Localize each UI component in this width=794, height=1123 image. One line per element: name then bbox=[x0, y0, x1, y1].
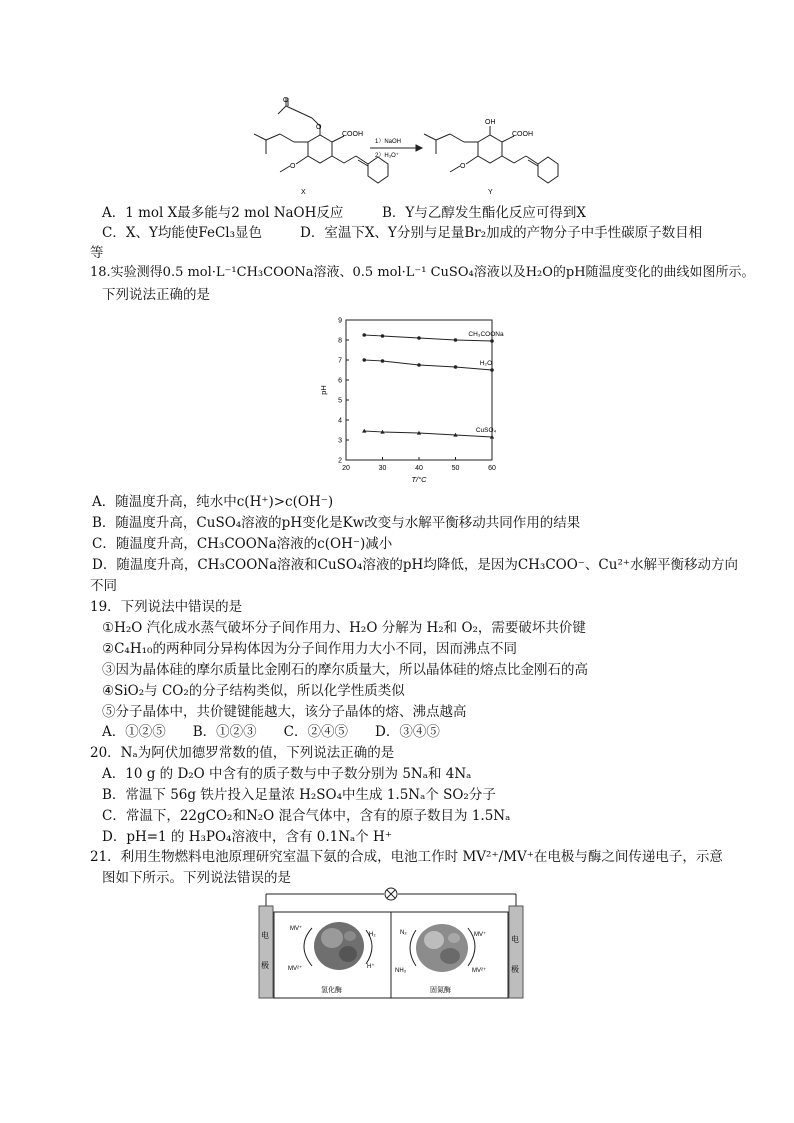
data-point bbox=[381, 359, 385, 363]
x-tick-label: 60 bbox=[488, 465, 496, 472]
y-tick-label: 5 bbox=[338, 397, 342, 405]
left-electrode-label-1: 电 bbox=[261, 931, 269, 940]
data-point bbox=[362, 358, 366, 362]
q18-option-b: B．随温度升高，CuSO₄溶液的pH变化是Kw改变与水解平衡移动共同作用的结果 bbox=[92, 515, 581, 531]
q19-statement-2: ②C₄H₁₀的两种同分异构体因为分子间作用力大小不同，因而沸点不同 bbox=[102, 641, 517, 657]
data-point bbox=[417, 336, 421, 340]
x-tick-label: 50 bbox=[451, 465, 460, 472]
q19-statement-5: ⑤分子晶体中，共价键键能越大，该分子晶体的熔、沸点越高 bbox=[102, 704, 467, 720]
q17-option-d-cont: 等 bbox=[90, 245, 104, 261]
series-label-0: CH₃COONa bbox=[468, 331, 504, 338]
q18-option-d-cont: 不同 bbox=[90, 578, 117, 594]
y-tick-label: 2 bbox=[338, 457, 342, 465]
hplus-label: H⁺ bbox=[367, 964, 375, 970]
y-axis-label: pH bbox=[319, 385, 328, 395]
q17-option-c: C．X、Y均能使FeCl₃显色 bbox=[102, 225, 263, 241]
fuel-cell-diagram bbox=[254, 886, 536, 1002]
mv-2plus-right: MV²⁺ bbox=[472, 968, 487, 974]
x-tick-label: 40 bbox=[415, 465, 423, 472]
right-electrode bbox=[509, 906, 523, 998]
q17-cooh-y: COOH bbox=[512, 131, 533, 138]
enzyme-right-label: 固氮酶 bbox=[430, 987, 451, 994]
right-electrode-label-1: 电 bbox=[511, 935, 519, 944]
series-label-1: H₂O bbox=[479, 360, 493, 367]
data-point bbox=[454, 365, 458, 369]
data-point bbox=[362, 333, 366, 337]
q21-stem-2: 图如下所示。下列说法错误的是 bbox=[102, 870, 291, 886]
q19-stem: 19．下列说法中错误的是 bbox=[90, 599, 243, 615]
data-point bbox=[490, 368, 494, 372]
nitrogenase-icon bbox=[416, 924, 468, 972]
y-tick-label: 6 bbox=[338, 377, 342, 385]
q20-option-a: A．10 g 的 D₂O 中含有的质子数与中子数分别为 5Nₐ和 4Nₐ bbox=[102, 766, 472, 782]
q20-option-c: C．常温下，22gCO₂和N₂O 混合气体中，含有的原子数目为 1.5Nₐ bbox=[102, 808, 511, 824]
q17-reaction-scheme bbox=[230, 96, 570, 200]
data-point bbox=[417, 363, 421, 367]
q17-cooh-x: COOH bbox=[342, 131, 363, 138]
q17-option-d: D．室温下X、Y分别与足量Br₂加成的产物分子中手性碳原子数目相 bbox=[300, 225, 703, 241]
y-tick-label: 3 bbox=[338, 437, 342, 445]
plot-frame bbox=[346, 320, 492, 460]
y-tick-label: 9 bbox=[338, 317, 342, 325]
ph-temperature-chart bbox=[312, 312, 522, 488]
n2-label: N₂ bbox=[400, 930, 407, 936]
q17-arrow-step1: 1）NaOH bbox=[375, 139, 402, 145]
q17-oh-y: OH bbox=[485, 119, 496, 126]
q17-carbonyl-o: O bbox=[283, 97, 289, 104]
x-tick-label: 30 bbox=[378, 465, 387, 472]
data-point bbox=[490, 339, 494, 343]
y-tick-label: 7 bbox=[338, 357, 342, 365]
q17-label-y: Y bbox=[488, 189, 493, 196]
left-electrode bbox=[259, 906, 273, 998]
right-electrode-label-2: 极 bbox=[511, 965, 519, 974]
q19-options: A．①②⑤ B．①②③ C．②④⑤ D．③④⑤ bbox=[102, 724, 440, 740]
q19-statement-4: ④SiO₂与 CO₂的分子结构类似，所以化学性质类似 bbox=[102, 683, 405, 699]
mv-plus-right: MV⁺ bbox=[474, 932, 487, 938]
q20-stem: 20．Nₐ为阿伏加德罗常数的值，下列说法正确的是 bbox=[90, 745, 395, 761]
data-point bbox=[454, 338, 458, 342]
mv-plus-left: MV⁺ bbox=[290, 926, 303, 932]
q17-methoxy-o-x: O bbox=[290, 163, 296, 170]
data-point bbox=[381, 334, 385, 338]
enzyme-left-label: 氢化酶 bbox=[321, 987, 342, 994]
q19-statement-1: ①H₂O 汽化成水蒸气破坏分子间作用力、H₂O 分解为 H₂和 O₂，需要破坏共价键 bbox=[102, 620, 586, 636]
q17-methoxy-o-y: O bbox=[460, 163, 466, 170]
h2-label: H₂ bbox=[369, 932, 376, 938]
q17-ester-o: O bbox=[316, 124, 322, 131]
q17-option-a: A．1 mol X最多能与2 mol NaOH反应 bbox=[102, 205, 344, 221]
q18-option-c: C．随温度升高，CH₃COONa溶液的c(OH⁻)减小 bbox=[92, 536, 393, 552]
hydrogenase-icon bbox=[314, 922, 364, 970]
q20-option-b: B．常温下 56g 铁片投入足量浓 H₂SO₄中生成 1.5Nₐ个 SO₂分子 bbox=[102, 787, 496, 803]
nh3-label: NH₃ bbox=[395, 968, 407, 974]
q19-statement-3: ③因为晶体硅的摩尔质量比金刚石的摩尔质量大，所以晶体硅的熔点比金刚石的高 bbox=[102, 662, 588, 678]
q18-stem-2: 下列说法正确的是 bbox=[102, 287, 210, 303]
x-tick-label: 20 bbox=[342, 465, 350, 472]
y-tick-label: 8 bbox=[338, 337, 342, 345]
y-tick-label: 4 bbox=[338, 417, 342, 425]
x-axis-label: T/°C bbox=[411, 475, 427, 484]
left-electrode-label-2: 极 bbox=[261, 961, 269, 970]
q18-stem: 18.实验测得0.5 mol·L⁻¹CH₃COONa溶液、0.5 mol·L⁻¹ CuSO₄溶液以及H₂O的pH随温度变化的曲线如图所示。 bbox=[90, 265, 755, 280]
q18-option-d: D．随温度升高，CH₃COONa溶液和CuSO₄溶液的pH均降低，是因为CH₃COO⁻、Cu²⁺水解平衡移动方向 bbox=[92, 557, 738, 573]
q17-label-x: X bbox=[301, 189, 306, 196]
q18-option-a: A．随温度升高，纯水中c(H⁺)>c(OH⁻) bbox=[92, 494, 334, 510]
series-label-2: CuSO₄ bbox=[475, 427, 497, 434]
mv-2plus-left: MV²⁺ bbox=[288, 966, 303, 972]
q21-stem: 21．利用生物燃料电池原理研究室温下氨的合成，电池工作时 MV²⁺/MV⁺在电极与酶之间传递电子，示意 bbox=[90, 849, 723, 865]
q17-option-b: B．Y与乙醇发生酯化反应可得到X bbox=[382, 205, 586, 221]
q17-arrow-step2: 2）H₃O⁺ bbox=[375, 153, 399, 159]
q20-option-d: D．pH=1 的 H₃PO₄溶液中，含有 0.1Nₐ个 H⁺ bbox=[102, 829, 392, 845]
